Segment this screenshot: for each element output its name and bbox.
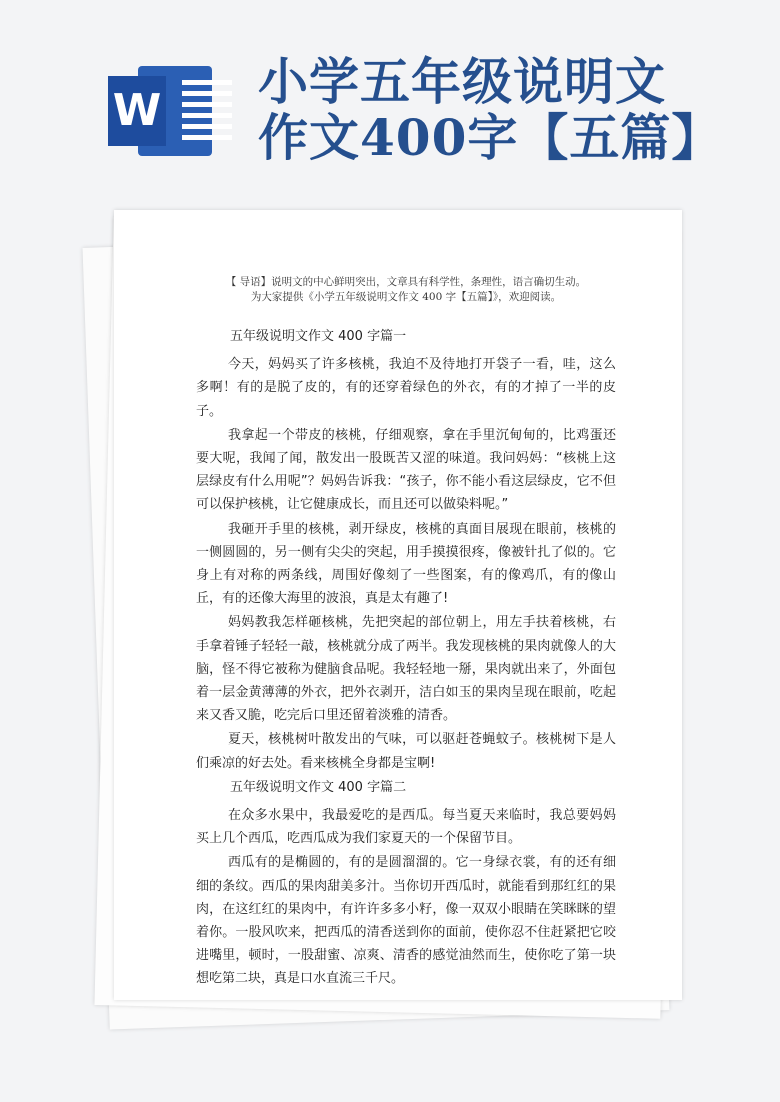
banner: [0, 0, 780, 200]
paragraph: 今天，妈妈买了许多核桃，我迫不及待地打开袋子一看，哇，这么多啊！有的是脱了皮的，有的还穿着绿色的外衣，有的才掉了一半的皮子。: [196, 357, 616, 419]
guide-line-2: 为大家提供《小学五年级说明文作文 400 字【五篇】》，欢迎阅读。: [250, 291, 562, 303]
document-content: [196, 275, 616, 992]
title-line-1: 小学五年级说明文: [258, 52, 666, 111]
section-heading-2: 五年级说明文作文 400 字篇二: [230, 779, 407, 795]
word-icon-lines: [182, 80, 232, 146]
section-heading-1: 五年级说明文作文 400 字篇一: [230, 329, 407, 344]
paragraph: 妈妈教我怎样砸核桃，先把突起的部位朝上，用左手扶着核桃，右手拿着锤子轻轻一敲，核桃就分成了两半。我发现核桃的果肉就像人的大脑，怪不得它被称为健脑食品呢。我轻轻地一掰，果肉就出来了，外面包着一层金黄薄薄的外衣，把外衣剥开，洁白如玉的果肉呈现在眼前，吃起来又香又脆，吃完后口里还留着淡雅的清香。: [196, 615, 616, 724]
paragraph: 我砸开手里的核桃，剥开绿皮，核桃的真面目展现在眼前，核桃的一侧圆圆的，另一侧有尖尖的突起，用手摸摸很疼，像被针扎了似的。它身上有对称的两条线，周围好像刻了一些图案，有的像鸡爪，有的像山丘，有的还像大海里的波浪，真是太有趣了!: [196, 521, 616, 607]
word-icon-letter: W: [108, 76, 166, 146]
page-title: [258, 54, 728, 166]
paragraph: 西瓜有的是椭圆的，有的是圆溜溜的。它一身绿衣裳，有的还有细细的条纹。西瓜的果肉甜美多汁。当你切开西瓜时，就能看到那红红的果肉，在这红红的果肉中，有许许多多小籽，像一双双小眼睛在笑眯眯的望着你。一股风吹来，把西瓜的清香送到你的面前，使你忍不住赶紧把它咬进嘴里，顿时，一股甜蜜、凉爽、清香的感觉油然而生，使你吃了第一块想吃第二块，真是口水直流三千尺。: [196, 855, 616, 987]
guide-line-1: 【 导语】说明文的中心鲜明突出，文章具有科学性，条理性，语言确切生动。: [225, 276, 587, 288]
paragraph: 我拿起一个带皮的核桃，仔细观察，拿在手里沉甸甸的，比鸡蛋还要大呢，我闻了闻，散发出一股既苦又涩的味道。我问妈妈：“核桃上这层绿皮有什么用呢”？妈妈告诉我：“孩子，你不能小看这层绿皮，它不但可以保护核桃，让它健康成长，而且还可以做染料呢。”: [196, 427, 616, 513]
title-line-2: 作文400字【五篇】: [258, 108, 723, 167]
guide-text: [196, 275, 616, 305]
paragraph: 在众多水果中，我最爱吃的是西瓜。每当夏天来临时，我总要妈妈买上几个西瓜，吃西瓜成为我们家夏天的一个保留节目。: [196, 808, 616, 847]
paragraph: 夏天，核桃树叶散发出的气味，可以驱赶苍蝇蚊子。核桃树下是人们乘凉的好去处。看来核桃全身都是宝啊!: [196, 732, 616, 771]
word-document-icon: [108, 66, 212, 156]
